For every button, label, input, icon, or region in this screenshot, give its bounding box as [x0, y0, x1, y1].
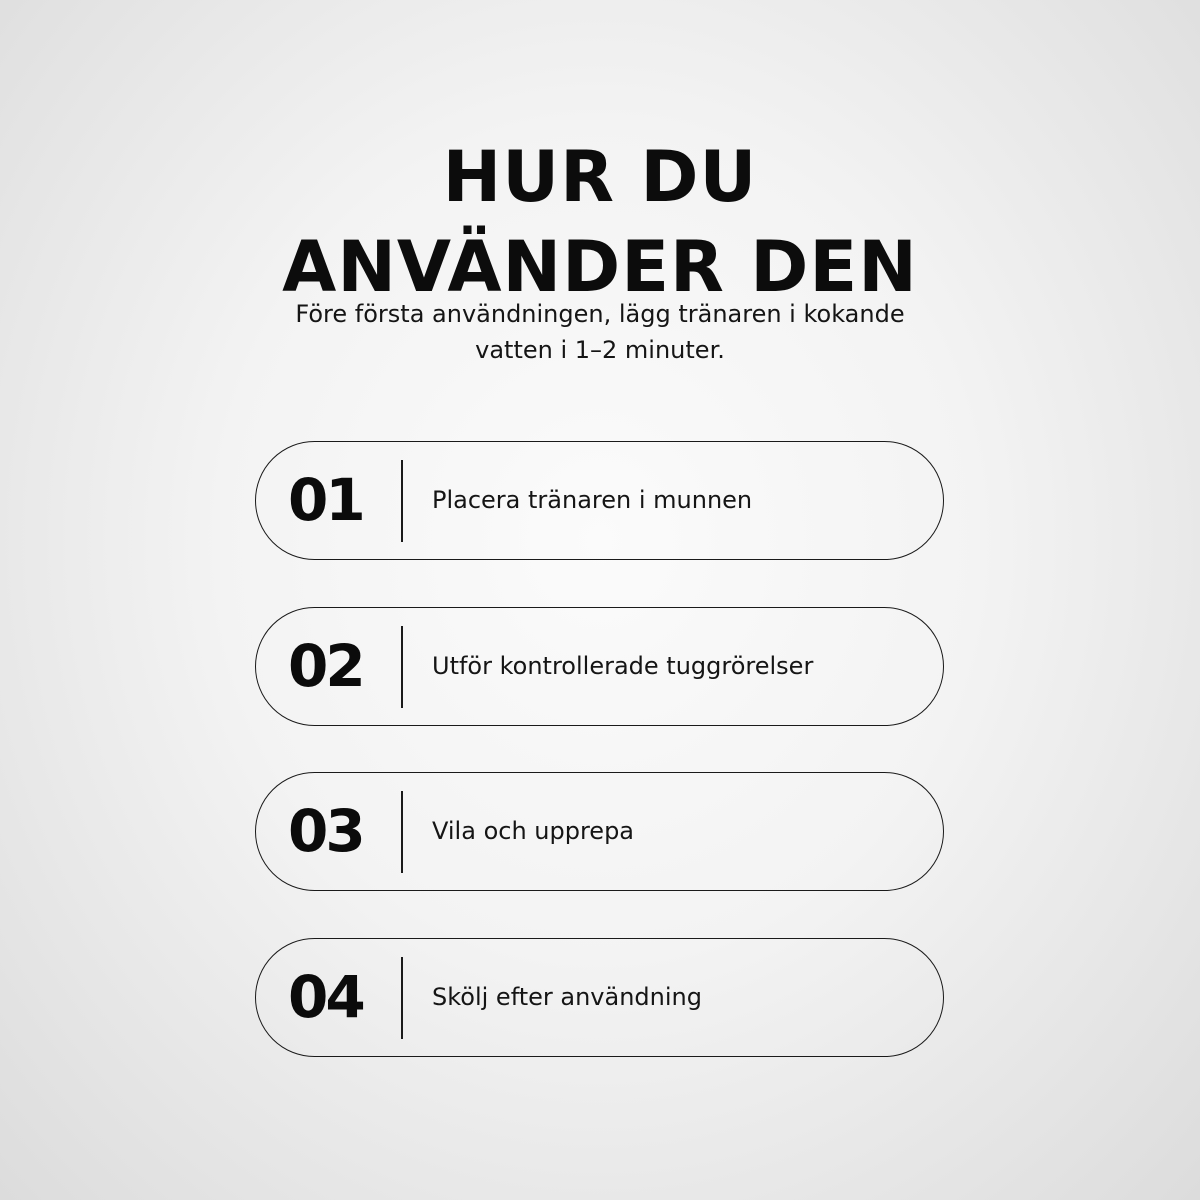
step-item	[255, 938, 944, 1057]
page-title-line-1: HUR DU	[442, 136, 758, 218]
step-number: 01	[288, 466, 363, 534]
page-subtitle	[200, 296, 1000, 368]
step-text: Placera tränaren i munnen	[432, 486, 753, 514]
step-number: 03	[288, 797, 363, 865]
step-divider	[401, 791, 403, 873]
step-number: 04	[288, 962, 363, 1031]
step-number: 02	[288, 631, 363, 700]
step-text: Vila och upprepa	[432, 817, 635, 845]
steps-list	[255, 441, 944, 1103]
page-title	[0, 132, 1200, 312]
step-divider	[401, 957, 403, 1039]
step-item	[255, 441, 944, 560]
page-title-line-2: ANVÄNDER DEN	[282, 226, 918, 308]
step-text: Skölj efter användning	[432, 982, 702, 1011]
step-divider	[401, 460, 403, 542]
step-divider	[401, 626, 403, 708]
step-item	[255, 772, 944, 891]
step-item	[255, 607, 944, 726]
page-subtitle-line-1: Före första användningen, lägg tränaren i kokande	[295, 300, 905, 328]
step-text: Utför kontrollerade tuggrörelser	[432, 651, 814, 680]
page-subtitle-line-2: vatten i 1–2 minuter.	[475, 336, 725, 364]
